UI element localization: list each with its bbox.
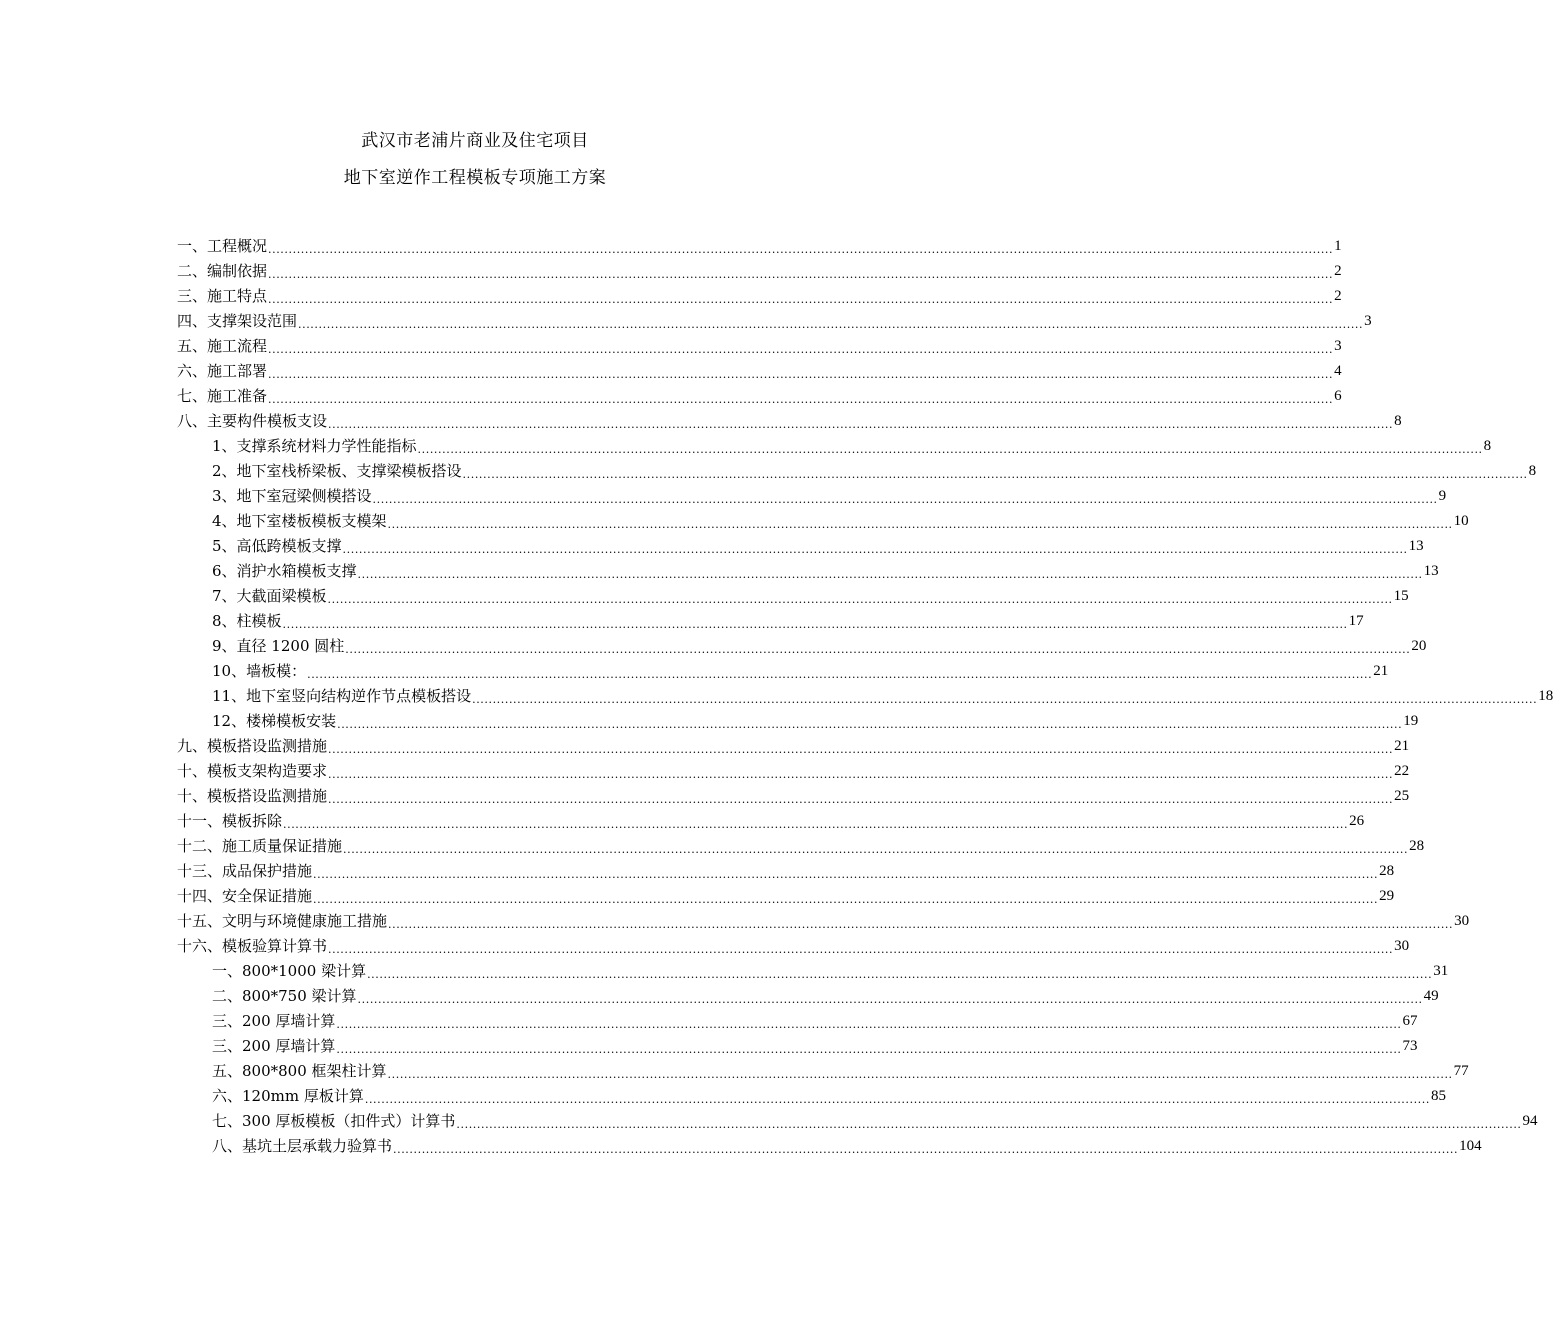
toc-dot-leader: .................................................................................................................................................................................................................................................................... [268, 343, 1334, 356]
toc-entry[interactable] [177, 784, 1410, 809]
toc-entry-page-number: 17 [1348, 613, 1364, 629]
toc-dot-leader: .................................................................................................................................................................................................................................................................... [342, 543, 1408, 556]
toc-entry-label: 二、800*750 梁计算 [212, 987, 357, 1005]
toc-entry-page-number: 25 [1394, 788, 1410, 804]
toc-entry-label: 7、大截面梁模板 [212, 587, 327, 605]
toc-entry-label: 三、施工特点 [177, 287, 268, 305]
toc-dot-leader: .................................................................................................................................................................................................................................................................... [345, 643, 1411, 656]
toc-entry-label: 三、200 厚墙计算 [212, 1012, 336, 1030]
toc-entry[interactable] [177, 1109, 1538, 1134]
toc-dot-leader: .................................................................................................................................................................................................................................................................... [328, 418, 1394, 431]
toc-entry-page-number: 10 [1453, 513, 1469, 529]
toc-entry-page-number: 2 [1334, 263, 1342, 279]
toc-dot-leader: .................................................................................................................................................................................................................................................................... [472, 693, 1538, 706]
document-title-line1: 武汉市老浦片商业及住宅项目 [361, 131, 589, 151]
toc-entry[interactable] [177, 1084, 1446, 1109]
toc-entry[interactable] [177, 1134, 1482, 1159]
toc-dot-leader: .................................................................................................................................................................................................................................................................... [367, 968, 1433, 981]
toc-entry-label: 十三、成品保护措施 [177, 862, 313, 880]
toc-entry[interactable] [177, 584, 1409, 609]
toc-entry-label: 9、直径 1200 圆柱 [212, 637, 345, 655]
toc-entry-label: 一、工程概况 [177, 237, 268, 255]
toc-entry-page-number: 22 [1394, 763, 1410, 779]
toc-dot-leader: .................................................................................................................................................................................................................................................................... [313, 893, 1379, 906]
toc-entry-label: 二、编制依据 [177, 262, 268, 280]
toc-entry-label: 五、800*800 框架柱计算 [212, 1062, 387, 1080]
document-title-line2: 地下室逆作工程模板专项施工方案 [343, 168, 607, 188]
toc-entry[interactable] [177, 284, 1342, 309]
toc-entry-page-number: 8 [1528, 463, 1537, 479]
toc-entry-label: 七、施工准备 [177, 387, 268, 405]
toc-entry[interactable] [177, 484, 1447, 509]
toc-entry-label: 11、地下室竖向结构逆作节点模板搭设 [212, 687, 472, 705]
toc-dot-leader: .................................................................................................................................................................................................................................................................... [387, 518, 1453, 531]
toc-dot-leader: .................................................................................................................................................................................................................................................................... [298, 318, 1364, 331]
toc-dot-leader: .................................................................................................................................................................................................................................................................... [328, 743, 1394, 756]
toc-entry[interactable] [177, 759, 1410, 784]
toc-entry[interactable] [177, 709, 1419, 734]
toc-entry-label: 12、楼梯模板安装 [212, 712, 337, 730]
toc-entry-page-number: 104 [1459, 1138, 1482, 1154]
toc-entry[interactable] [177, 1009, 1418, 1034]
toc-dot-leader: .................................................................................................................................................................................................................................................................... [268, 243, 1334, 256]
toc-entry-page-number: 30 [1454, 913, 1470, 929]
toc-entry-label: 10、墙板模： [212, 662, 307, 680]
toc-entry-page-number: 49 [1423, 988, 1439, 1004]
toc-entry-label: 十二、施工质量保证措施 [177, 837, 343, 855]
toc-entry[interactable] [177, 509, 1469, 534]
toc-dot-leader: .................................................................................................................................................................................................................................................................... [268, 393, 1334, 406]
toc-dot-leader: .................................................................................................................................................................................................................................................................... [417, 443, 1483, 456]
toc-dot-leader: .................................................................................................................................................................................................................................................................... [357, 993, 1423, 1006]
toc-entry-page-number: 9 [1438, 488, 1447, 504]
toc-dot-leader: .................................................................................................................................................................................................................................................................... [328, 793, 1394, 806]
toc-entry[interactable] [177, 1059, 1469, 1084]
toc-entry-label: 十、模板支架构造要求 [177, 762, 328, 780]
toc-dot-leader: .................................................................................................................................................................................................................................................................... [337, 718, 1403, 731]
toc-entry[interactable] [177, 859, 1395, 884]
toc-entry[interactable] [177, 884, 1395, 909]
toc-entry-label: 8、柱模板 [212, 612, 282, 630]
toc-entry-page-number: 13 [1423, 563, 1439, 579]
toc-dot-leader: .................................................................................................................................................................................................................................................................... [327, 593, 1393, 606]
toc-entry[interactable] [177, 259, 1342, 284]
toc-entry-page-number: 20 [1411, 638, 1427, 654]
toc-entry-page-number: 21 [1394, 738, 1410, 754]
toc-dot-leader: .................................................................................................................................................................................................................................................................... [336, 1018, 1402, 1031]
toc-dot-leader: .................................................................................................................................................................................................................................................................... [357, 568, 1423, 581]
toc-entry[interactable] [177, 359, 1342, 384]
toc-entry-label: 七、300 厚板模板（扣件式）计算书 [212, 1112, 456, 1130]
toc-dot-leader: .................................................................................................................................................................................................................................................................... [364, 1093, 1430, 1106]
toc-entry-label: 九、模板搭设监测措施 [177, 737, 328, 755]
toc-entry[interactable] [177, 934, 1410, 959]
toc-entry-page-number: 3 [1364, 313, 1372, 329]
toc-entry-label: 十、模板搭设监测措施 [177, 787, 328, 805]
toc-entry-page-number: 15 [1393, 588, 1409, 604]
toc-entry-page-number: 1 [1334, 238, 1342, 254]
toc-entry[interactable] [177, 309, 1372, 334]
toc-entry[interactable] [177, 334, 1342, 359]
toc-entry-label: 5、高低跨模板支撑 [212, 537, 342, 555]
toc-dot-leader: .................................................................................................................................................................................................................................................................... [372, 493, 1438, 506]
toc-entry-page-number: 3 [1334, 338, 1342, 354]
toc-entry[interactable] [177, 559, 1439, 584]
toc-dot-leader: .................................................................................................................................................................................................................................................................... [343, 843, 1409, 856]
toc-dot-leader: .................................................................................................................................................................................................................................................................... [268, 268, 1334, 281]
toc-entry[interactable] [177, 434, 1492, 459]
toc-entry-page-number: 73 [1402, 1038, 1418, 1054]
toc-entry-page-number: 67 [1402, 1013, 1418, 1029]
toc-entry[interactable] [177, 1034, 1418, 1059]
toc-entry-page-number: 77 [1453, 1063, 1469, 1079]
toc-entry-label: 6、消护水箱模板支撑 [212, 562, 357, 580]
toc-entry[interactable] [177, 459, 1537, 484]
toc-entry-page-number: 94 [1522, 1113, 1538, 1129]
toc-entry-page-number: 13 [1408, 538, 1424, 554]
toc-entry[interactable] [177, 984, 1439, 1009]
toc-entry-label: 1、支撑系统材料力学性能指标 [212, 437, 417, 455]
toc-entry-page-number: 26 [1349, 813, 1365, 829]
toc-entry-label: 六、施工部署 [177, 362, 268, 380]
toc-entry[interactable] [177, 634, 1427, 659]
toc-entry-label: 三、200 厚墙计算 [212, 1037, 336, 1055]
toc-entry-label: 4、地下室楼板模板支模架 [212, 512, 387, 530]
toc-entry-page-number: 18 [1538, 688, 1553, 704]
toc-dot-leader: .................................................................................................................................................................................................................................................................... [328, 943, 1394, 956]
toc-entry[interactable] [177, 909, 1470, 934]
toc-entry-label: 八、主要构件模板支设 [177, 412, 328, 430]
toc-entry[interactable] [177, 234, 1342, 259]
toc-entry-page-number: 30 [1394, 938, 1410, 954]
toc-dot-leader: .................................................................................................................................................................................................................................................................... [387, 1068, 1453, 1081]
toc-entry-page-number: 85 [1430, 1088, 1446, 1104]
toc-entry-page-number: 8 [1483, 438, 1492, 454]
table-of-contents [177, 234, 1553, 1159]
toc-entry-label: 3、地下室冠梁侧模搭设 [212, 487, 372, 505]
toc-dot-leader: .................................................................................................................................................................................................................................................................... [328, 768, 1394, 781]
toc-entry[interactable] [177, 609, 1364, 634]
toc-entry-label: 五、施工流程 [177, 337, 268, 355]
toc-entry[interactable] [177, 809, 1365, 834]
toc-entry-label: 一、800*1000 梁计算 [212, 962, 367, 980]
toc-entry-page-number: 2 [1334, 288, 1342, 304]
toc-entry[interactable] [177, 834, 1425, 859]
toc-entry-page-number: 19 [1403, 713, 1419, 729]
toc-dot-leader: .................................................................................................................................................................................................................................................................... [388, 918, 1454, 931]
toc-dot-leader: .................................................................................................................................................................................................................................................................... [268, 368, 1334, 381]
toc-dot-leader: .................................................................................................................................................................................................................................................................... [313, 868, 1379, 881]
toc-entry-page-number: 21 [1373, 663, 1389, 679]
toc-entry-page-number: 6 [1334, 388, 1342, 404]
toc-entry-label: 十四、安全保证措施 [177, 887, 313, 905]
toc-entry-page-number: 8 [1394, 413, 1402, 429]
toc-dot-leader: .................................................................................................................................................................................................................................................................... [393, 1143, 1459, 1156]
toc-dot-leader: .................................................................................................................................................................................................................................................................... [268, 293, 1334, 306]
toc-entry-label: 十六、模板验算计算书 [177, 937, 328, 955]
toc-dot-leader: .................................................................................................................................................................................................................................................................... [282, 618, 1348, 631]
toc-entry[interactable] [177, 659, 1389, 684]
toc-entry-label: 六、120mm 厚板计算 [212, 1087, 364, 1105]
toc-entry-label: 十一、模板拆除 [177, 812, 283, 830]
toc-dot-leader: .................................................................................................................................................................................................................................................................... [307, 668, 1373, 681]
toc-entry[interactable] [177, 734, 1410, 759]
toc-entry-page-number: 31 [1433, 963, 1449, 979]
toc-entry-label: 2、地下室栈桥梁板、支撑梁模板搭设 [212, 462, 462, 480]
toc-dot-leader: .................................................................................................................................................................................................................................................................... [336, 1043, 1402, 1056]
toc-entry[interactable] [177, 684, 1553, 709]
toc-entry[interactable] [177, 409, 1402, 434]
toc-dot-leader: .................................................................................................................................................................................................................................................................... [283, 818, 1349, 831]
toc-entry-label: 十五、文明与环境健康施工措施 [177, 912, 388, 930]
toc-entry[interactable] [177, 534, 1424, 559]
toc-entry-label: 四、支撑架设范围 [177, 312, 298, 330]
toc-entry-page-number: 4 [1334, 363, 1342, 379]
toc-entry-page-number: 28 [1379, 863, 1395, 879]
toc-entry-label: 八、基坑土层承载力验算书 [212, 1137, 393, 1155]
toc-entry-page-number: 29 [1379, 888, 1395, 904]
toc-dot-leader: .................................................................................................................................................................................................................................................................... [456, 1118, 1522, 1131]
toc-entry[interactable] [177, 384, 1342, 409]
toc-entry[interactable] [177, 959, 1449, 984]
toc-dot-leader: .................................................................................................................................................................................................................................................................... [462, 468, 1528, 481]
toc-entry-page-number: 28 [1409, 838, 1425, 854]
